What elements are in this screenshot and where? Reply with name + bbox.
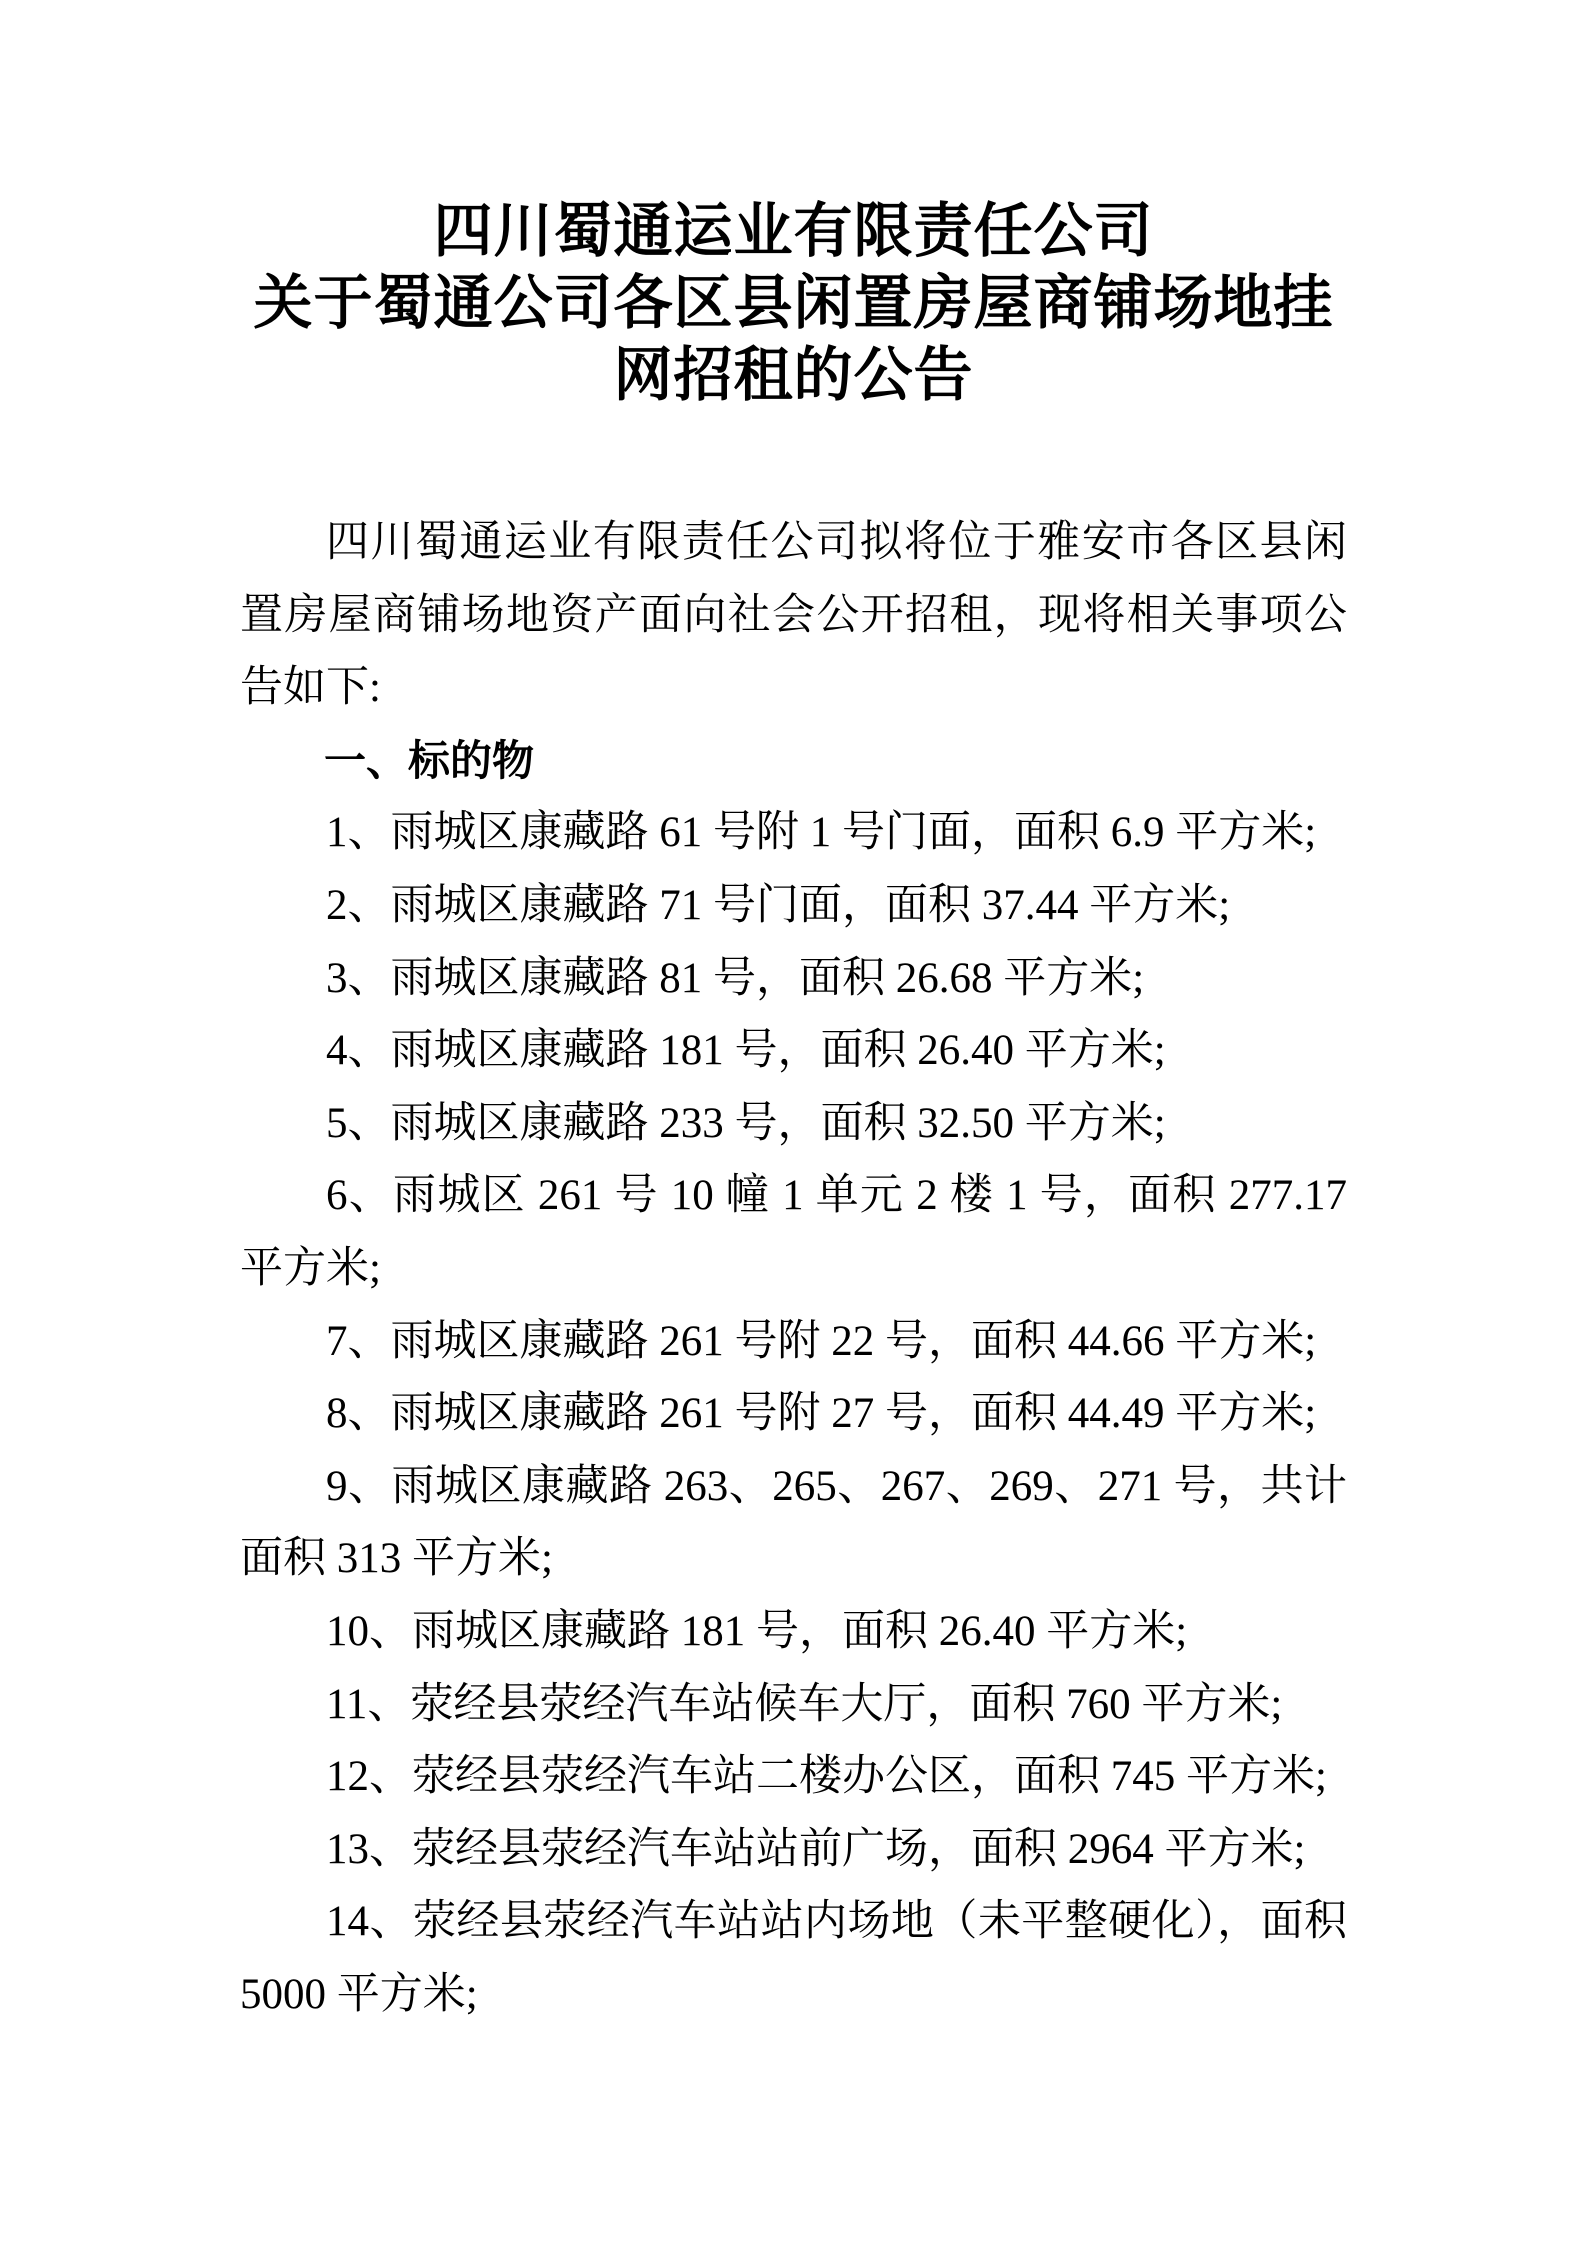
- property-item-4: 4、雨城区康藏路 181 号，面积 26.40 平方米;: [326, 1027, 1166, 1075]
- property-item-9: 9、雨城区康藏路 263、265、267、269、271 号，共计面积 313 平方米;: [240, 1462, 1347, 1583]
- property-item-11: 11、荥经县荥经汽车站候车大厅，面积 760 平方米;: [326, 1680, 1283, 1728]
- title-line-1: 四川蜀通运业有限责任公司: [433, 198, 1154, 264]
- title-line-3: 网招租的公告: [613, 342, 974, 408]
- property-item-13: 13、荥经县荥经汽车站站前广场，面积 2964 平方米;: [326, 1825, 1306, 1873]
- document-title: [240, 195, 1347, 411]
- section-heading: 一、标的物: [324, 736, 535, 784]
- property-list: [240, 797, 1347, 2031]
- property-item-6: 6、雨城区 261 号 10 幢 1 单元 2 楼 1 号，面积 277.17 平方米;: [240, 1172, 1347, 1292]
- property-item-8: 8、雨城区康藏路 261 号附 27 号，面积 44.49 平方米;: [326, 1390, 1317, 1438]
- property-item-10: 10、雨城区康藏路 181 号，面积 26.40 平方米;: [326, 1607, 1188, 1655]
- property-item-12: 12、荥经县荥经汽车站二楼办公区，面积 745 平方米;: [326, 1753, 1327, 1801]
- property-item-2: 2、雨城区康藏路 71 号门面，面积 37.44 平方米;: [326, 881, 1231, 929]
- property-item-14: 14、荥经县荥经汽车站站内场地（未平整硬化），面积 5000 平方米;: [240, 1898, 1347, 2018]
- property-item-5: 5、雨城区康藏路 233 号，面积 32.50 平方米;: [326, 1099, 1166, 1147]
- intro-paragraph: 四川蜀通运业有限责任公司拟将位于雅安市各区县闲置房屋商铺场地资产面向社会公开招租，现将相关事项公告如下:: [240, 519, 1347, 712]
- property-item-3: 3、雨城区康藏路 81 号，面积 26.68 平方米;: [326, 954, 1145, 1002]
- property-item-1: 1、雨城区康藏路 61 号附 1 号门面，面积 6.9 平方米;: [326, 809, 1317, 857]
- title-line-2: 关于蜀通公司各区县闲置房屋商铺场地挂: [253, 270, 1334, 336]
- property-item-7: 7、雨城区康藏路 261 号附 22 号，面积 44.66 平方米;: [326, 1317, 1317, 1365]
